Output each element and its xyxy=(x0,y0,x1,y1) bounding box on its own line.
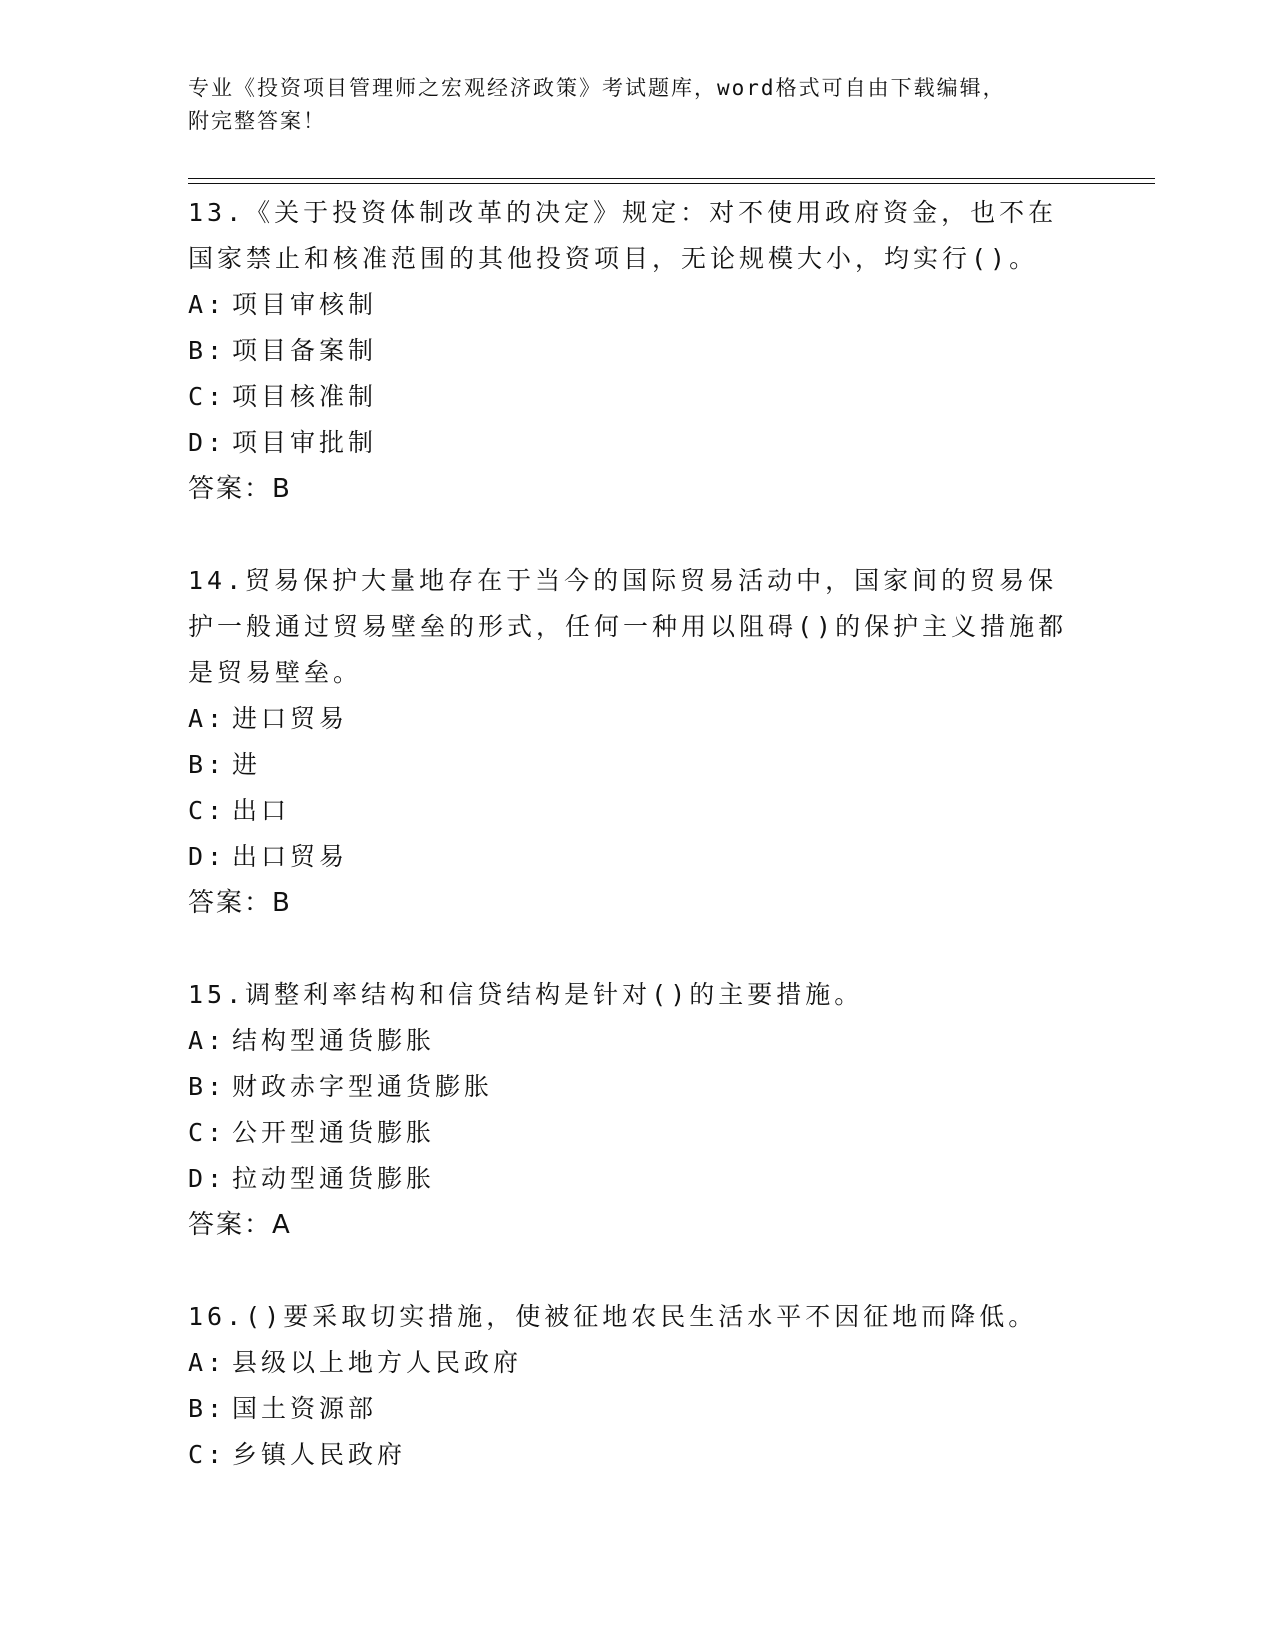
option-text: 进 xyxy=(232,750,262,779)
header-divider-top xyxy=(188,178,1155,179)
option-key: C: xyxy=(188,1440,227,1469)
option-c xyxy=(188,1432,1088,1478)
option-b xyxy=(188,1386,1088,1432)
question-stem: 14.贸易保护大量地存在于当今的国际贸易活动中，国家间的贸易保护一般通过贸易壁垒的形式，任何一种用以阻碍()的保护主义措施都是贸易壁垒。 xyxy=(188,566,1068,687)
option-key: A: xyxy=(188,290,227,319)
option-key: B: xyxy=(188,750,227,779)
question-16 xyxy=(188,1294,1088,1478)
question-stem: 16.()要采取切实措施，使被征地农民生活水平不因征地而降低。 xyxy=(188,1302,1038,1331)
option-text: 项目审批制 xyxy=(232,428,378,457)
option-key: D: xyxy=(188,428,227,457)
option-key: D: xyxy=(188,1164,227,1193)
option-a xyxy=(188,282,1088,328)
option-text: 结构型通货膨胀 xyxy=(232,1026,436,1055)
option-text: 财政赤字型通货膨胀 xyxy=(232,1072,494,1101)
option-text: 进口贸易 xyxy=(232,704,349,733)
option-key: C: xyxy=(188,382,227,411)
option-c xyxy=(188,1110,1088,1156)
header-line-2: 附完整答案！ xyxy=(188,109,326,133)
option-d xyxy=(188,1156,1088,1202)
option-text: 国土资源部 xyxy=(232,1394,378,1423)
option-key: B: xyxy=(188,1072,227,1101)
option-c xyxy=(188,788,1088,834)
option-d xyxy=(188,834,1088,880)
option-text: 县级以上地方人民政府 xyxy=(232,1348,523,1377)
option-key: D: xyxy=(188,842,227,871)
question-14 xyxy=(188,558,1088,926)
option-text: 出口 xyxy=(232,796,291,825)
option-a xyxy=(188,1340,1088,1386)
question-list xyxy=(188,190,1088,1478)
option-key: A: xyxy=(188,704,227,733)
question-stem: 15.调整利率结构和信贷结构是针对()的主要措施。 xyxy=(188,980,864,1009)
option-text: 项目审核制 xyxy=(232,290,378,319)
option-c xyxy=(188,374,1088,420)
option-key: A: xyxy=(188,1026,227,1055)
option-key: B: xyxy=(188,336,227,365)
option-key: B: xyxy=(188,1394,227,1423)
document-header xyxy=(188,72,1068,138)
option-text: 乡镇人民政府 xyxy=(232,1440,407,1469)
header-divider-bottom xyxy=(188,183,1155,184)
option-key: C: xyxy=(188,1118,227,1147)
question-stem: 13.《关于投资体制改革的决定》规定：对不使用政府资金，也不在国家禁止和核准范围的其他投资项目，无论规模大小，均实行()。 xyxy=(188,198,1058,273)
option-d xyxy=(188,420,1088,466)
option-key: C: xyxy=(188,796,227,825)
option-b xyxy=(188,328,1088,374)
option-b xyxy=(188,742,1088,788)
option-b xyxy=(188,1064,1088,1110)
option-text: 出口贸易 xyxy=(232,842,349,871)
option-key: A: xyxy=(188,1348,227,1377)
question-spacer xyxy=(188,926,1088,972)
question-spacer xyxy=(188,1248,1088,1294)
answer-line: 答案：A xyxy=(188,1210,292,1240)
answer-line: 答案：B xyxy=(188,474,292,504)
option-text: 公开型通货膨胀 xyxy=(232,1118,436,1147)
question-spacer xyxy=(188,512,1088,558)
option-text: 拉动型通货膨胀 xyxy=(232,1164,436,1193)
option-text: 项目核准制 xyxy=(232,382,378,411)
header-line-1: 专业《投资项目管理师之宏观经济政策》考试题库，word格式可自由下载编辑， xyxy=(188,76,1006,100)
answer-line: 答案：B xyxy=(188,888,292,918)
option-a xyxy=(188,1018,1088,1064)
option-a xyxy=(188,696,1088,742)
question-15 xyxy=(188,972,1088,1248)
question-13 xyxy=(188,190,1088,512)
option-text: 项目备案制 xyxy=(232,336,378,365)
